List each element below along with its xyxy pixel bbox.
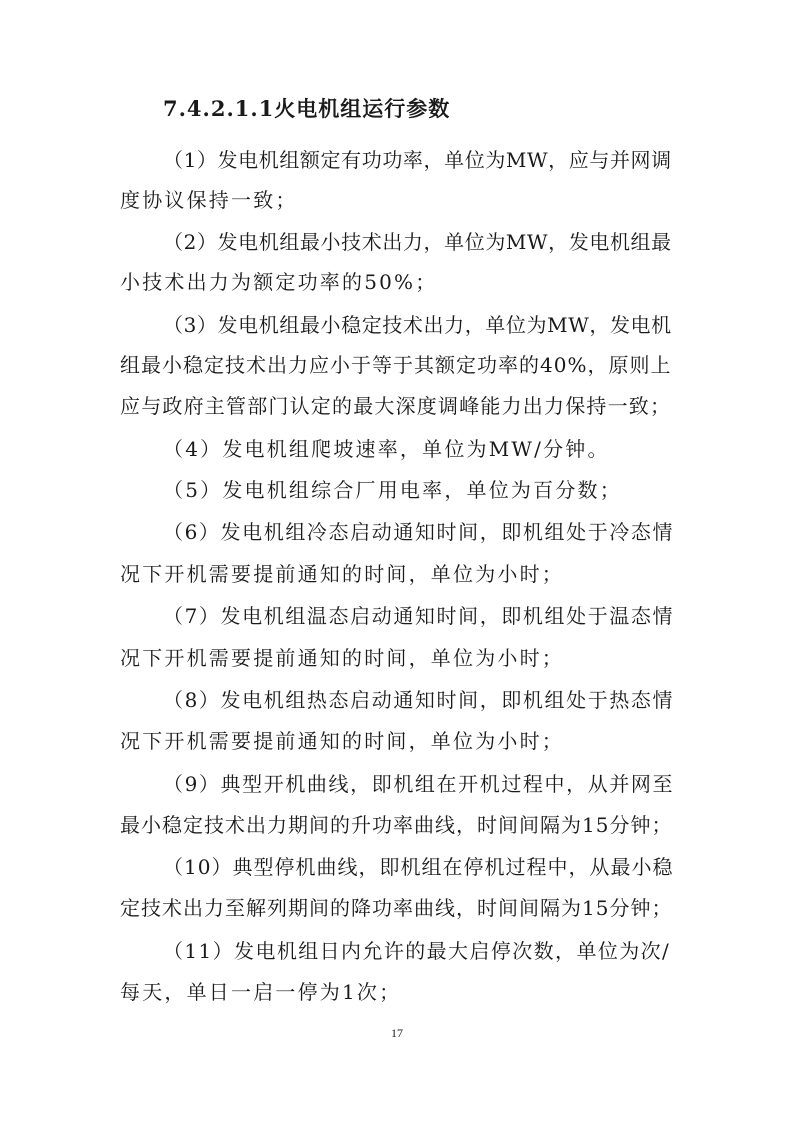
paragraph-1-line-1: （1）发电机组额定有功功率，单位为MW，应与并网调 <box>163 148 672 172</box>
paragraph-3-line-3: 应与政府主管部门认定的最大深度调峰能力出力保持一致； <box>120 394 672 418</box>
paragraph-10-line-2: 定技术出力至解列期间的降功率曲线，时间间隔为15分钟； <box>120 896 673 920</box>
paragraph-6-line-1: （6）发电机组冷态启动通知时间，即机组处于冷态情 <box>163 520 675 544</box>
paragraph-3-line-1: （3）发电机组最小稳定技术出力，单位为MW，发电机 <box>163 313 672 337</box>
paragraph-3-line-2: 组最小稳定技术出力应小于等于其额定功率的40%，原则上 <box>120 353 672 377</box>
paragraph-9-line-1: （9）典型开机曲线，即机组在开机过程中，从并网至 <box>163 772 675 796</box>
paragraph-2-line-1: （2）发电机组最小技术出力，单位为MW，发电机组最 <box>163 230 672 254</box>
paragraph-1-line-2: 度协议保持一致； <box>120 188 298 212</box>
paragraph-5-line-1: （5）发电机组综合厂用电率，单位为百分数； <box>163 478 622 502</box>
page-number: 17 <box>391 1026 403 1040</box>
paragraph-2-line-2: 小技术出力为额定功率的50%； <box>120 270 438 294</box>
paragraph-6-line-2: 况下开机需要提前通知的时间，单位为小时； <box>120 562 564 586</box>
paragraph-11-line-1: （11）发电机组日内允许的最大启停次数，单位为次/ <box>163 939 671 963</box>
paragraph-4-line-1: （4）发电机组爬坡速率，单位为MW/分钟。 <box>163 437 610 461</box>
paragraph-9-line-2: 最小稳定技术出力期间的升功率曲线，时间间隔为15分钟； <box>120 813 673 837</box>
paragraph-11-line-2: 每天，单日一启一停为1次； <box>120 980 402 1004</box>
section-heading: 7.4.2.1.1火电机组运行参数 <box>163 96 451 121</box>
paragraph-8-line-2: 况下开机需要提前通知的时间，单位为小时； <box>120 729 564 753</box>
paragraph-7-line-1: （7）发电机组温态启动通知时间，即机组处于温态情 <box>163 604 675 628</box>
paragraph-10-line-1: （10）典型停机曲线，即机组在停机过程中，从最小稳 <box>163 855 674 879</box>
paragraph-8-line-1: （8）发电机组热态启动通知时间，即机组处于热态情 <box>163 688 675 712</box>
paragraph-7-line-2: 况下开机需要提前通知的时间，单位为小时； <box>120 646 564 670</box>
